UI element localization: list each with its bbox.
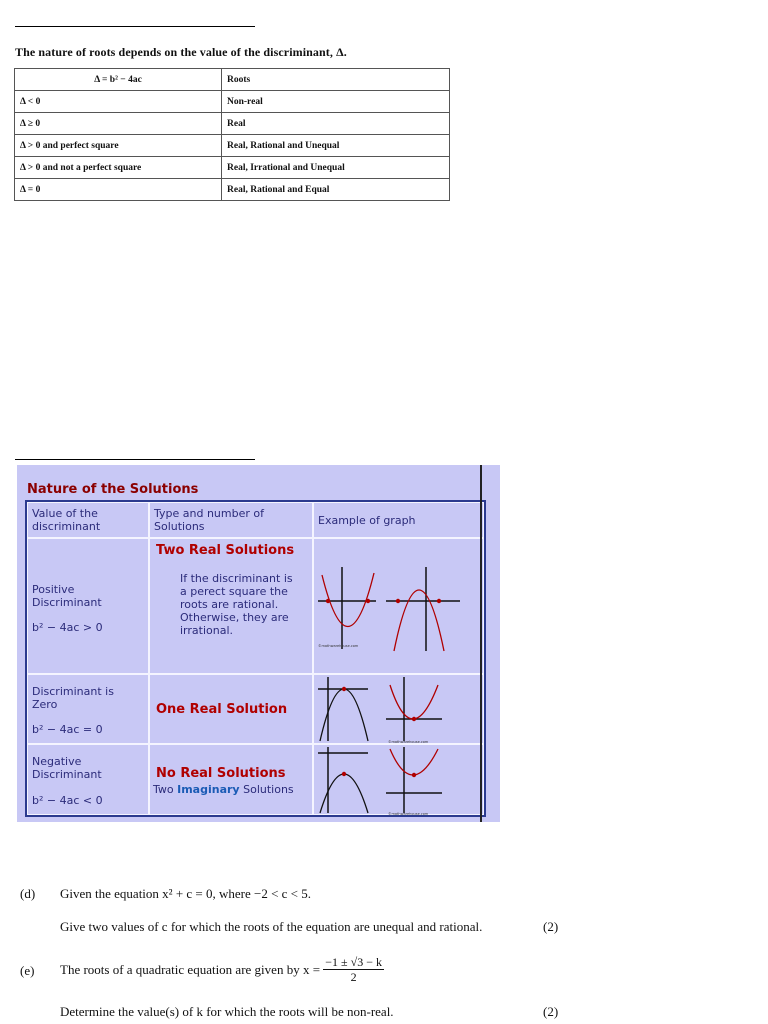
header-condition: Δ = b² − 4ac <box>15 69 222 91</box>
section-rule <box>15 459 255 460</box>
disc-expr: b² − 4ac > 0 <box>32 621 103 634</box>
disc-label: Discriminant is Zero <box>32 685 114 711</box>
row-roots: Real <box>222 113 450 135</box>
type-sub-solutions: Solutions <box>243 783 294 796</box>
top-rule <box>15 26 255 27</box>
disc-expr: b² − 4ac = 0 <box>32 723 103 736</box>
table-header-row <box>15 69 450 91</box>
row-condition: Δ > 0 and not a perfect square <box>15 157 222 179</box>
fraction-denominator: 2 <box>350 970 357 984</box>
discriminant-table <box>14 68 450 201</box>
discriminant-heading: The nature of roots depends on the value of the discriminant, Δ. <box>15 45 347 59</box>
row-no-real <box>149 744 313 815</box>
table-row <box>15 113 450 135</box>
table-row <box>15 179 450 201</box>
disc-label: Positive Discriminant <box>32 583 102 609</box>
question-e-label: (e) <box>20 963 35 978</box>
panel-title: Nature of the Solutions <box>27 482 199 497</box>
row-condition: Δ = 0 <box>15 179 222 201</box>
row-roots: Non-real <box>222 91 450 113</box>
graph-one-real <box>313 674 484 744</box>
no-roots-graph <box>314 745 483 814</box>
question-d-marks: (2) <box>543 919 559 934</box>
question-e-marks: (2) <box>543 1004 559 1019</box>
row-condition: Δ < 0 <box>15 91 222 113</box>
table-row <box>15 157 450 179</box>
row-condition: Δ > 0 and perfect square <box>15 135 222 157</box>
table-row <box>15 91 450 113</box>
watermark: ©mathwarehouse.com <box>388 812 429 816</box>
question-d-line2: Give two values of c for which the roots of the equation are unequal and rational. <box>60 919 483 934</box>
question-e-line1 <box>60 955 384 984</box>
type-sub-two: Two <box>153 783 174 796</box>
one-root-graph <box>314 675 483 743</box>
table-row <box>15 135 450 157</box>
row-roots: Real, Rational and Equal <box>222 179 450 201</box>
type-title: One Real Solution <box>156 702 288 717</box>
type-sub <box>153 783 294 796</box>
row-negative-disc <box>27 744 149 815</box>
row-positive-disc <box>27 538 149 674</box>
question-d-label: (d) <box>20 886 36 901</box>
col-header-discriminant: Value of the discriminant <box>27 502 149 538</box>
nature-of-solutions-panel <box>17 465 500 822</box>
watermark: ©mathwarehouse.com <box>318 644 359 648</box>
col-header-graph: Example of graph <box>313 502 484 538</box>
question-e-text: The roots of a quadratic equation are given by x = <box>60 961 321 977</box>
row-condition: Δ ≥ 0 <box>15 113 222 135</box>
col-header-type: Type and number of Solutions <box>149 502 313 538</box>
header-roots: Roots <box>222 69 450 91</box>
watermark: ©mathwarehouse.com <box>388 740 429 744</box>
panel-right-border <box>480 465 482 822</box>
disc-label: Negative Discriminant <box>32 755 102 781</box>
question-d-line1: Given the equation x² + c = 0, where −2 < c < 5. <box>60 886 312 901</box>
type-desc: If the discriminant is a perect square the roots are rational. Otherwise, they are irrational. <box>180 572 293 637</box>
row-one-real <box>149 674 313 744</box>
solutions-table <box>25 500 486 817</box>
type-sub-imaginary: Imaginary <box>177 783 240 796</box>
row-zero-disc <box>27 674 149 744</box>
graph-no-real <box>313 744 484 815</box>
graph-two-real <box>313 538 484 674</box>
fraction-numerator: −1 ± √3 − k <box>325 955 382 969</box>
disc-expr: b² − 4ac < 0 <box>32 794 103 807</box>
type-title: Two Real Solutions <box>156 543 295 558</box>
question-e-line2: Determine the value(s) of k for which the roots will be non-real. <box>60 1004 394 1019</box>
type-title: No Real Solutions <box>156 766 286 781</box>
row-two-real <box>149 538 313 674</box>
roots-fraction <box>323 955 384 984</box>
row-roots: Real, Irrational and Unequal <box>222 157 450 179</box>
row-roots: Real, Rational and Unequal <box>222 135 450 157</box>
